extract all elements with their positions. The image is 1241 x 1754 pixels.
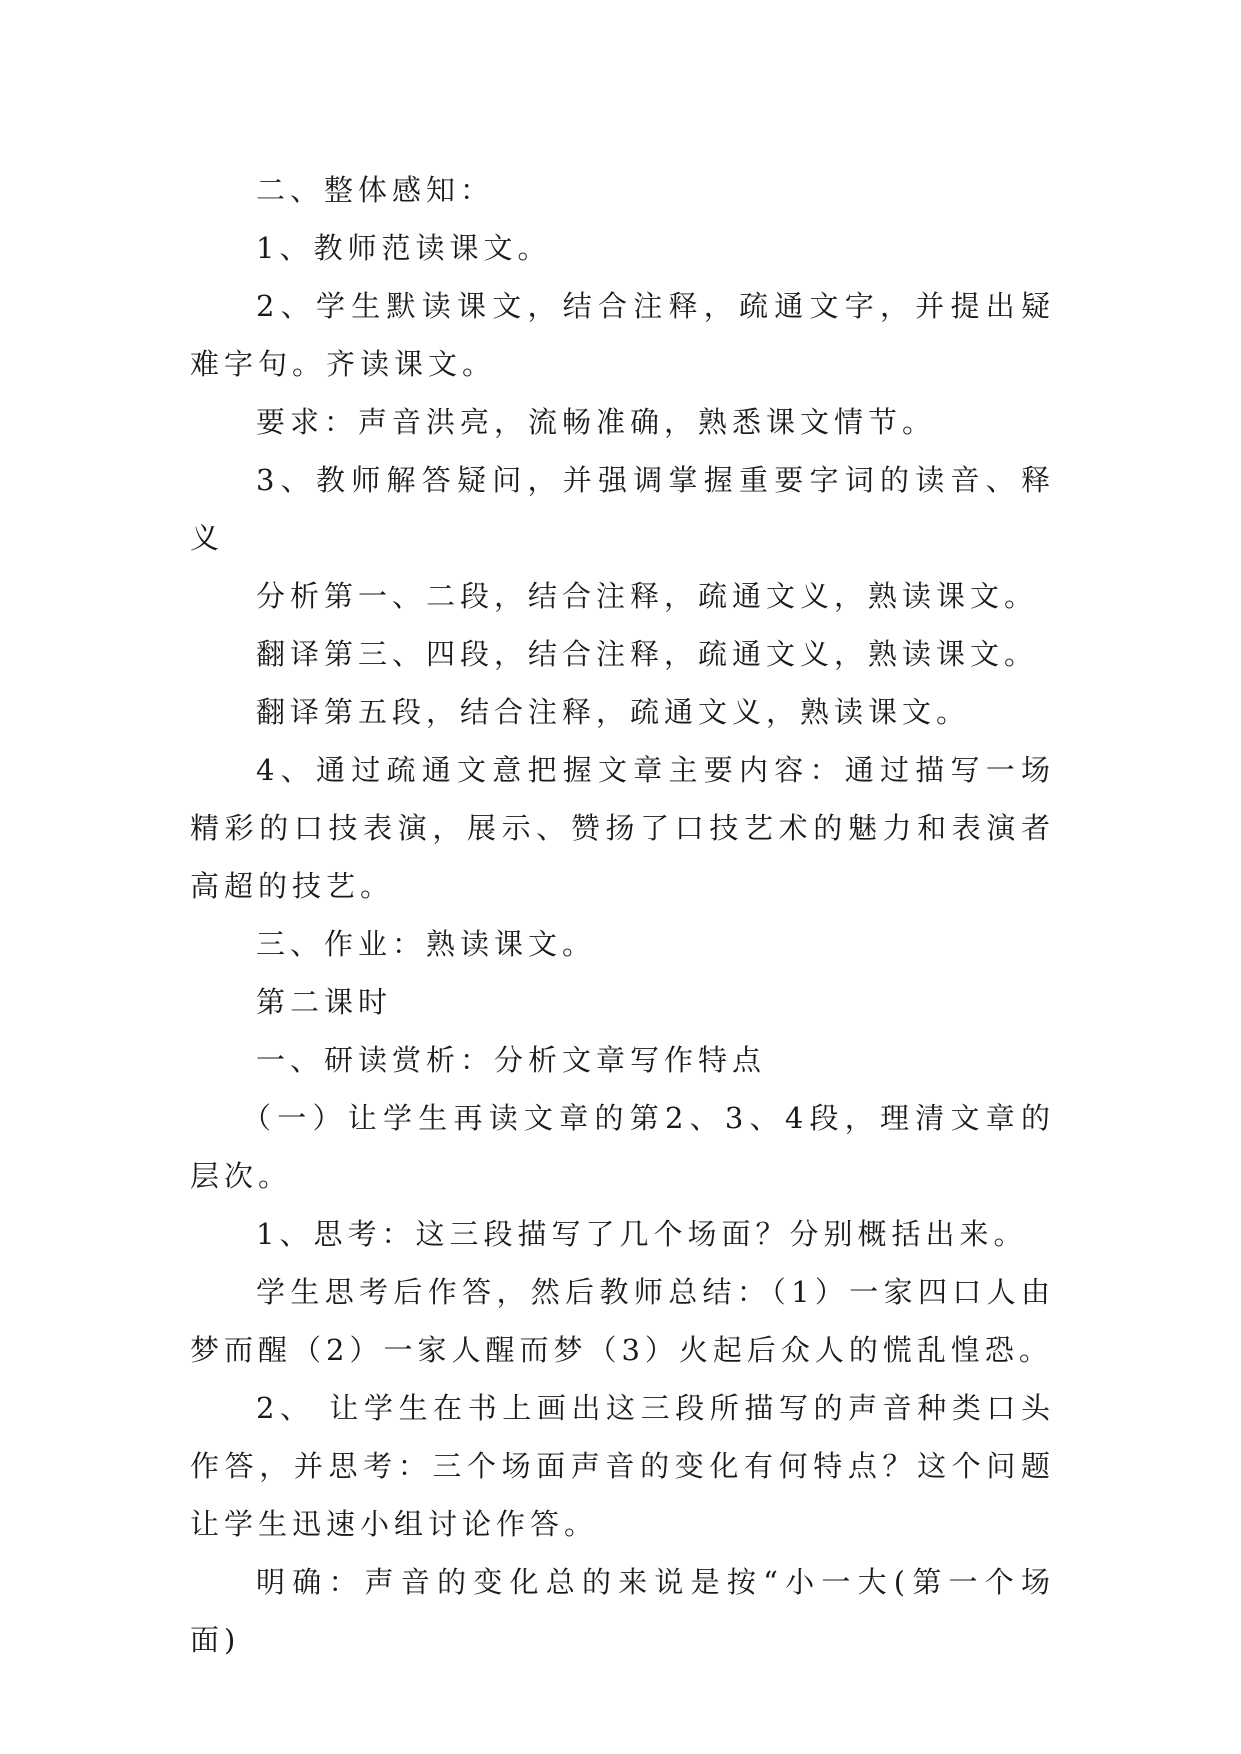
paragraph-clarification: 明确：声音的变化总的来说是按“小一大(第一个场面)	[190, 1565, 1055, 1657]
paragraph-teacher-reads: 1、教师范读课文。	[256, 231, 552, 265]
paragraph-translate-third-fourth: 翻译第三、四段，结合注释，疏通文义，熟读课文。	[256, 637, 1039, 671]
section-heading-homework: 三、作业：熟读课文。	[256, 927, 597, 961]
paragraph-teacher-answers: 3、教师解答疑问，并强调掌握重要字词的读音、释义	[190, 463, 1055, 555]
section-heading-study-analysis: 一、研读赏析：分析文章写作特点	[256, 1043, 767, 1077]
document-body	[190, 161, 1055, 1669]
paragraph-analyze-first-second: 分析第一、二段，结合注释，疏通文义，熟读课文。	[256, 579, 1039, 613]
paragraph-main-content: 4、通过疏通文意把握文章主要内容：通过描写一场精彩的口技表演，展示、赞扬了口技艺术的魅力和表演者高超的技艺。	[190, 753, 1055, 903]
paragraph-translate-fifth: 翻译第五段，结合注释，疏通文义，熟读课文。	[256, 695, 971, 729]
paragraph-draw-sounds: 2、 让学生在书上画出这三段所描写的声音种类口头作答，并思考：三个场面声音的变化有何特点？这个问题让学生迅速小组讨论作答。	[190, 1391, 1055, 1541]
paragraph-students-read: 2、学生默读课文，结合注释，疏通文字，并提出疑难字句。齐读课文。	[190, 289, 1055, 381]
paragraph-think-scenes: 1、思考：这三段描写了几个场面？分别概括出来。	[256, 1217, 1028, 1251]
paragraph-reread-sections: （一）让学生再读文章的第2、3、4段，理清文章的层次。	[190, 1101, 1055, 1193]
section-heading-overall-perception: 二、整体感知：	[256, 173, 495, 207]
lesson-heading-second-period: 第二课时	[256, 985, 393, 1019]
paragraph-requirements: 要求：声音洪亮，流畅准确，熟悉课文情节。	[256, 405, 937, 439]
paragraph-teacher-summary: 学生思考后作答，然后教师总结：（1）一家四口人由梦而醒（2）一家人醒而梦（3）火起后众人的慌乱惶恐。	[190, 1275, 1055, 1367]
